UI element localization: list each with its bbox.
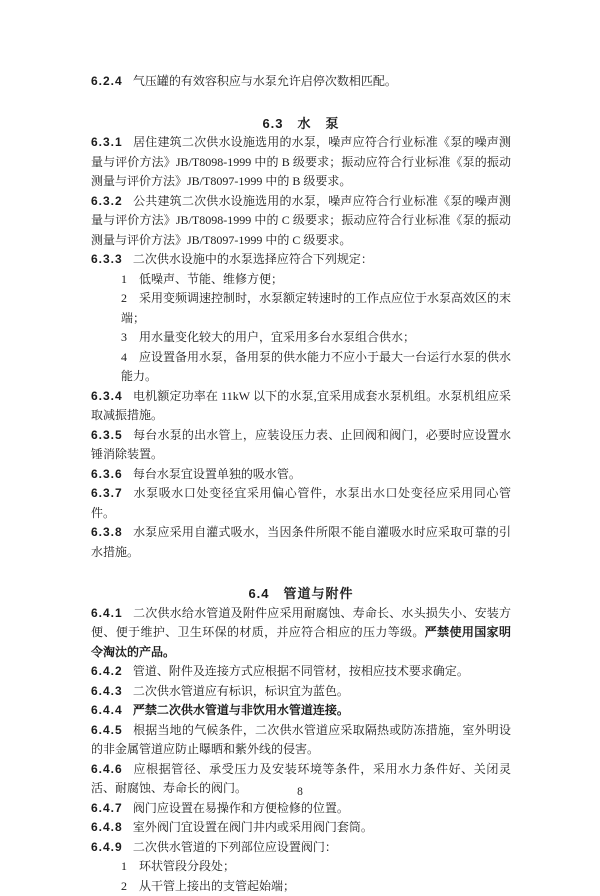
clause-number: 6.4.5 — [91, 723, 123, 737]
list-item — [91, 857, 511, 877]
clause-text: 二次供水管道应有标识，标识宜为蓝色。 — [133, 684, 349, 698]
clause-6.4.8 — [91, 818, 511, 838]
clause-number: 6.4.7 — [91, 801, 123, 815]
clause-6.4.2 — [91, 662, 511, 682]
clause-number: 6.3.7 — [91, 486, 123, 500]
clause-text: 电机额定功率在 11kW 以下的水泵,宜采用成套水泵机组。水泵机组应采取减振措施。 — [91, 389, 511, 423]
list-item-text: 环状管段分段处； — [139, 859, 235, 873]
clause-text: 室外阀门宜设置在阀门井内或采用阀门套筒。 — [133, 820, 373, 834]
clause-text-bold: 严禁使用国家明令淘汰的产品。 — [91, 625, 511, 659]
list-item-number: 1 — [121, 859, 127, 873]
clause-text: 水泵应采用自灌式吸水，当因条件所限不能自灌吸水时应采取可靠的引水措施。 — [91, 525, 511, 559]
clause-6.4.1 — [91, 604, 511, 663]
clause-text: 每台水泵宜设置单独的吸水管。 — [133, 467, 301, 481]
list-item — [91, 877, 511, 896]
list-item-text: 应设置备用水泵，备用泵的供水能力不应小于最大一台运行水泵的供水能力。 — [121, 350, 511, 384]
clause-text-bold: 严禁二次供水管道与非饮用水管道连接。 — [133, 703, 349, 717]
clause-number: 6.3.2 — [91, 194, 123, 208]
clause-text: 居住建筑二次供水设施选用的水泵，噪声应符合行业标准《泵的噪声测量与评价方法》JB/T8098-1999 中的 B 级要求；振动应符合行业标准《泵的振动测量与评价方法》JB/T8097-1999 中的 B 级要求。 — [91, 135, 511, 188]
clause-number: 6.3.1 — [91, 135, 123, 149]
clause-text: 气压罐的有效容积应与水泵允许启停次数相匹配。 — [133, 74, 397, 88]
clause-number: 6.3.4 — [91, 389, 123, 403]
clause-number: 6.4.2 — [91, 664, 123, 678]
clause-number: 6.3.3 — [91, 252, 123, 266]
clause-text: 阀门应设置在易操作和方便检修的位置。 — [133, 801, 349, 815]
clause-text: 二次供水管道的下列部位应设置阀门： — [133, 840, 337, 854]
clause-text: 管道、附件及连接方式应根据不同管材，按相应技术要求确定。 — [133, 664, 469, 678]
list-item-number: 3 — [121, 330, 127, 344]
list-item — [91, 348, 511, 387]
clause-number: 6.4.4 — [91, 703, 123, 717]
clause-6.3.8 — [91, 523, 511, 562]
clause-number: 6.4.9 — [91, 840, 123, 854]
clause-number: 6.2.4 — [91, 74, 123, 88]
clause-text: 应根据管径、承受压力及安装环境等条件，采用水力条件好、关闭灵活、耐腐蚀、寿命长的阀门。 — [91, 762, 511, 796]
clause-text: 根据当地的气候条件，二次供水管道应采取隔热或防冻措施，室外明设的非金属管道应防止曝晒和紫外线的侵害。 — [91, 723, 511, 757]
clause-number: 6.3.5 — [91, 428, 123, 442]
list-item — [91, 328, 511, 348]
clause-number: 6.3.8 — [91, 525, 123, 539]
list-item-text: 用水量变化较大的用户，宜采用多台水泵组合供水； — [139, 330, 415, 344]
clause-6.4.4 — [91, 701, 511, 721]
clause-number: 6.3.6 — [91, 467, 123, 481]
clause-text: 水泵吸水口处变径宜采用偏心管件，水泵出水口处变径应采用同心管件。 — [91, 486, 511, 520]
section-heading-6.4: 6.4 管道与附件 — [91, 584, 511, 604]
clause-number: 6.4.6 — [91, 762, 123, 776]
list-item-text: 低噪声、节能、维修方便； — [139, 272, 283, 286]
clause-6.3.2 — [91, 192, 511, 251]
clause-6.4.9 — [91, 838, 511, 858]
list-item-text: 从干管上接出的支管起始端； — [139, 879, 295, 893]
clause-text: 公共建筑二次供水设施选用的水泵，噪声应符合行业标准《泵的噪声测量与评价方法》JB/T8098-1999 中的 C 级要求；振动应符合行业标准《泵的振动测量与评价方法》JB/T8097-1999 中的 C 级要求。 — [91, 194, 511, 247]
clause-6.3.6 — [91, 465, 511, 485]
clause-number: 6.4.1 — [91, 606, 123, 620]
clause-text: 二次供水设施中的水泵选择应符合下列规定： — [133, 252, 373, 266]
clause-text: 每台水泵的出水管上，应装设压力表、止回阀和阀门，必要时应设置水锤消除装置。 — [91, 428, 511, 462]
page-number: 8 — [0, 783, 600, 803]
clause-6.2.4 — [91, 72, 511, 92]
clause-number: 6.4.3 — [91, 684, 123, 698]
list-item — [91, 270, 511, 290]
clause-6.4.5 — [91, 721, 511, 760]
clause-text: 二次供水给水管道及附件应采用耐腐蚀、寿命长、水头损失小、安装方便、便于维护、卫生环保的材质，并应符合相应的压力等级。 — [91, 606, 511, 640]
section-heading-6.3: 6.3 水 泵 — [91, 114, 511, 134]
list-item-number: 4 — [121, 350, 127, 364]
clause-6.3.7 — [91, 484, 511, 523]
clause-6.4.3 — [91, 682, 511, 702]
list-item-number: 2 — [121, 879, 127, 893]
list-item — [91, 289, 511, 328]
list-item-text: 采用变频调速控制时，水泵额定转速时的工作点应位于水泵高效区的末端； — [121, 291, 511, 325]
list-item-number: 2 — [121, 291, 127, 305]
clause-6.3.4 — [91, 387, 511, 426]
clause-6.3.5 — [91, 426, 511, 465]
clause-6.3.3 — [91, 250, 511, 270]
clause-6.3.1 — [91, 133, 511, 192]
list-item-number: 1 — [121, 272, 127, 286]
clause-number: 6.4.8 — [91, 820, 123, 834]
